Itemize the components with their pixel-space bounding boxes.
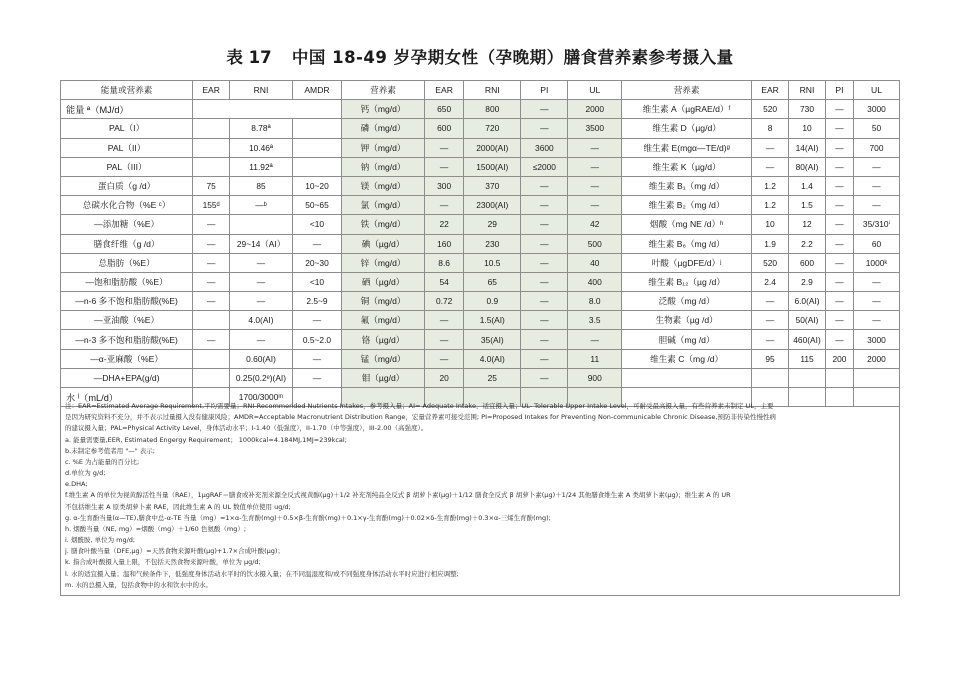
note-definitions-3: 的建议摄入量；PAL=Physical Activity Level，身体活动水平；I-1.40（低强度），II-1.70（中等强度），III-2.00（高强度）。	[65, 424, 428, 433]
g2-ul: —	[568, 138, 622, 157]
g3-ul	[853, 368, 899, 387]
g1-rni: —ᵇ	[230, 196, 293, 215]
g3-ul: 700	[853, 138, 899, 157]
g3-label	[622, 368, 752, 387]
g1-label: 能量 ª（MJ/d）	[61, 100, 193, 119]
header-g1-ear: EAR	[193, 81, 230, 100]
g3-ear: 1.2	[752, 176, 789, 195]
g2-ear: 0.72	[425, 292, 464, 311]
g3-pi: —	[825, 234, 853, 253]
g2-label: 钾（mg/d）	[342, 138, 425, 157]
g1-amdr: <10	[292, 215, 341, 234]
g3-ear: 520	[752, 253, 789, 272]
g1-rni: —	[230, 272, 293, 291]
g3-label: 生物素（µg /d）	[622, 311, 752, 330]
g3-ear: —	[752, 311, 789, 330]
g2-label: 锌（mg/d）	[342, 253, 425, 272]
g2-rni: 370	[464, 176, 521, 195]
g2-rni: 65	[464, 272, 521, 291]
g2-ear: —	[425, 138, 464, 157]
g3-pi: 200	[825, 349, 853, 368]
g1-rni: 11.92ª	[230, 157, 293, 176]
table-body	[61, 100, 900, 407]
g1-label: —亚油酸（%E）	[61, 311, 193, 330]
g2-rni: 800	[464, 100, 521, 119]
g3-label: 维生素 E(mgα—TE/d)ᵍ	[622, 138, 752, 157]
g1-ear: —	[193, 292, 230, 311]
note-d: d.单位为 g/d;	[65, 469, 106, 478]
g3-ear: —	[752, 138, 789, 157]
g3-ul: —	[853, 272, 899, 291]
g1-ear	[193, 119, 230, 138]
g1-label: —n-6 多不饱和脂肪酸(%E)	[61, 292, 193, 311]
g3-ear: 2.4	[752, 272, 789, 291]
g3-rni: 12	[789, 215, 826, 234]
g2-rni: 25	[464, 368, 521, 387]
g2-pi: —	[521, 176, 568, 195]
g2-ul: —	[568, 330, 622, 349]
g2-ul: 900	[568, 368, 622, 387]
g3-ear: 1.9	[752, 234, 789, 253]
g2-pi: —	[521, 349, 568, 368]
g3-pi: —	[825, 157, 853, 176]
g2-rni: 2000(AI)	[464, 138, 521, 157]
g1-rni: 0.60(AI)	[230, 349, 293, 368]
table-row	[61, 119, 900, 138]
g2-ear: 54	[425, 272, 464, 291]
g2-ear: —	[425, 349, 464, 368]
g2-label: 氟（mg/d）	[342, 311, 425, 330]
note-k: k. 指合成叶酸摄入量上限，不包括天然食物来源叶酸，单位为 µg/d;	[65, 558, 261, 567]
g3-pi	[825, 368, 853, 387]
g3-ul: —	[853, 157, 899, 176]
g2-ul: 3.5	[568, 311, 622, 330]
g2-label: 碘（µg/d）	[342, 234, 425, 253]
g2-label: 铁（mg/d）	[342, 215, 425, 234]
g3-label: 维生素 K（µg/d）	[622, 157, 752, 176]
g3-rni: 10	[789, 119, 826, 138]
g2-label: 氯（mg/d）	[342, 196, 425, 215]
g3-ul: 60	[853, 234, 899, 253]
g2-rni: 1500(AI)	[464, 157, 521, 176]
g1-amdr	[292, 157, 341, 176]
g2-pi: —	[521, 119, 568, 138]
g3-pi: —	[825, 272, 853, 291]
g3-rni: 115	[789, 349, 826, 368]
table-row	[61, 234, 900, 253]
g3-ul: —	[853, 196, 899, 215]
g1-ear: 155ᵈ	[193, 196, 230, 215]
g2-label: 钼（µg/d）	[342, 368, 425, 387]
note-c: c. %E 为占能量的百分比;	[65, 457, 140, 466]
g3-label: 叶酸（µgDFE/d）ʲ	[622, 253, 752, 272]
header-g2-nutrient: 营养素	[342, 81, 425, 100]
g1-ear: —	[193, 330, 230, 349]
g3-ear: —	[752, 157, 789, 176]
g3-label: 泛酸（mg /d）	[622, 292, 752, 311]
g1-amdr: 50~65	[292, 196, 341, 215]
title-text: 中国 18-49 岁孕期女性（孕晚期）膳食营养素参考摄入量	[291, 48, 734, 67]
g3-ear: 95	[752, 349, 789, 368]
g2-rni: 4.0(AI)	[464, 349, 521, 368]
g2-ear: —	[425, 311, 464, 330]
g3-rni: 600	[789, 253, 826, 272]
g2-pi: 3600	[521, 138, 568, 157]
g3-pi: —	[825, 119, 853, 138]
g3-label: 胆碱（mg /d）	[622, 330, 752, 349]
table-row	[61, 176, 900, 195]
note-e: e.DHA;	[65, 480, 88, 489]
table-row	[61, 215, 900, 234]
g1-label: —添加糖（%E）	[61, 215, 193, 234]
g3-pi: —	[825, 253, 853, 272]
g3-rni: 2.2	[789, 234, 826, 253]
g3-label: 维生素 B₁（mg /d）	[622, 176, 752, 195]
header-g2-ul: UL	[568, 81, 622, 100]
g1-label: PAL（II）	[61, 138, 193, 157]
g2-label: 铜（mg/d）	[342, 292, 425, 311]
g3-pi: —	[825, 311, 853, 330]
g1-label: —DHA+EPA(g/d)	[61, 368, 193, 387]
header-g3-pi: PI	[825, 81, 853, 100]
g2-pi: —	[521, 253, 568, 272]
g3-rni: 2.9	[789, 272, 826, 291]
g2-rni: 720	[464, 119, 521, 138]
note-g: g. α-生育酚当量(α—TE),膳食中总-α-TE 当量（mg）=1×α-生育酚(mg)＋0.5×β-生育酚(mg)＋0.1×γ-生育酚(mg)＋0.02×δ-生育酚(mg)＋0.3×α-三烯生育酚(mg);	[65, 513, 551, 522]
g3-ear: —	[752, 330, 789, 349]
g1-rni: —	[230, 292, 293, 311]
g1-label: 膳食纤维（g /d）	[61, 234, 193, 253]
g1-label: 总脂肪（%E）	[61, 253, 193, 272]
g1-amdr: 20~30	[292, 253, 341, 272]
g1-amdr: —	[292, 234, 341, 253]
page-title	[0, 44, 960, 68]
g2-ear: 600	[425, 119, 464, 138]
g2-rni: 2300(AI)	[464, 196, 521, 215]
g1-ear: —	[193, 215, 230, 234]
header-g1-nutrient: 能量或营养素	[61, 81, 193, 100]
g3-pi: —	[825, 215, 853, 234]
g3-rni: 730	[789, 100, 826, 119]
g2-ul: 3500	[568, 119, 622, 138]
g1-label: —n-3 多不饱和脂肪酸(%E)	[61, 330, 193, 349]
g3-ul: —	[853, 311, 899, 330]
g2-rni: 29	[464, 215, 521, 234]
g1-rni: —	[230, 330, 293, 349]
g1-rni: 4.0(AI)	[230, 311, 293, 330]
table-row	[61, 253, 900, 272]
g2-ul: 2000	[568, 100, 622, 119]
g2-label: 铬（µg/d）	[342, 330, 425, 349]
g2-pi: ≤2000	[521, 157, 568, 176]
g3-label: 维生素 B₁₂（µg /d）	[622, 272, 752, 291]
table-row	[61, 138, 900, 157]
g3-ul: 50	[853, 119, 899, 138]
note-f: f.维生素 A 的单位为视黄醇活性当量（RAE），1µgRAF＝膳食或补充剂来源全反式视黄醇(µg)＋1/2 补充剂纯品全反式 β 胡萝卜素(µg)＋1/12 膳食全反式 β 胡萝卜素(µg)＋1/24 其他膳食维生素 A 类胡萝卜素(µg)；维生素 A 的 UR	[65, 491, 731, 500]
g1-rni: 85	[230, 176, 293, 195]
note-i: i. 烟酰胺, 单位为 mg/d;	[65, 536, 136, 545]
g3-label: 烟酸（mg NE /d）ʰ	[622, 215, 752, 234]
g2-rni: 10.5	[464, 253, 521, 272]
g1-ear	[193, 368, 230, 387]
g1-rni: 1700/3000ᵐ	[230, 388, 293, 407]
table-row	[61, 100, 900, 119]
g2-label: 锰（mg/d）	[342, 349, 425, 368]
g3-label: 维生素 C（mg /d）	[622, 349, 752, 368]
g1-ear: —	[193, 253, 230, 272]
table-notes	[60, 398, 900, 596]
table-row	[61, 330, 900, 349]
g2-rni: 230	[464, 234, 521, 253]
g3-pi: —	[825, 176, 853, 195]
g3-rni	[789, 368, 826, 387]
table-row	[61, 311, 900, 330]
header-g2-rni: RNI	[464, 81, 521, 100]
g2-ear: 300	[425, 176, 464, 195]
g1-rni: 0.25(0.2ᵉ)(AI)	[230, 368, 293, 387]
g1-rni: —	[230, 253, 293, 272]
g1-ear: 75	[193, 176, 230, 195]
g1-label: —α-亚麻酸（%E）	[61, 349, 193, 368]
g1-ear: —	[193, 234, 230, 253]
g1-amdr: 0.5~2.0	[292, 330, 341, 349]
nutrient-table	[60, 80, 900, 407]
g2-ear: 20	[425, 368, 464, 387]
g3-ul: 3000	[853, 100, 899, 119]
g1-label: PAL（III）	[61, 157, 193, 176]
g2-pi: —	[521, 215, 568, 234]
note-h: h. 烟酸当量（NE, mg）=烟酸（mg）＋1/60 色氨酸（mg）;	[65, 524, 247, 533]
header-g3-nutrient: 营养素	[622, 81, 752, 100]
g1-ear	[193, 157, 230, 176]
g3-ear: 1.2	[752, 196, 789, 215]
g3-pi: —	[825, 330, 853, 349]
g2-label: 硒（µg/d）	[342, 272, 425, 291]
g2-label: 磷（mg/d）	[342, 119, 425, 138]
g1-amdr: —	[292, 349, 341, 368]
g2-ul: 11	[568, 349, 622, 368]
g3-rni: 460(AI)	[789, 330, 826, 349]
g1-rni: 10.46ª	[230, 138, 293, 157]
g3-pi: —	[825, 138, 853, 157]
g2-ul: —	[568, 157, 622, 176]
g2-pi: —	[521, 234, 568, 253]
g3-ear: 8	[752, 119, 789, 138]
g1-amdr: 2.5~9	[292, 292, 341, 311]
g2-ul: 42	[568, 215, 622, 234]
g1-label: —饱和脂肪酸（%E）	[61, 272, 193, 291]
g3-rni: 50(AI)	[789, 311, 826, 330]
g1-amdr: —	[292, 368, 341, 387]
g2-ear: —	[425, 330, 464, 349]
g1-rni: 29~14（AI）	[230, 234, 293, 253]
g1-ear	[193, 349, 230, 368]
note-l: l. 水的适宜摄入量；温和气候条件下，低强度身体活动水平时的饮水摄入量；在不同温湿度和/或不同强度身体活动水平时应进行相应调整;	[65, 569, 459, 578]
g3-ear: 10	[752, 215, 789, 234]
g1-span-cell	[193, 100, 342, 119]
g1-amdr: 10~20	[292, 176, 341, 195]
g1-amdr	[292, 119, 341, 138]
g2-ul: 400	[568, 272, 622, 291]
g1-amdr: —	[292, 311, 341, 330]
g2-pi: —	[521, 311, 568, 330]
g3-ul: —	[853, 176, 899, 195]
g2-pi: —	[521, 100, 568, 119]
g2-ul: —	[568, 196, 622, 215]
g1-label: 总碳水化合物（%E ᶜ）	[61, 196, 193, 215]
g2-rni: 0.9	[464, 292, 521, 311]
header-g2-pi: PI	[521, 81, 568, 100]
g3-ul: 3000	[853, 330, 899, 349]
g3-ear: 520	[752, 100, 789, 119]
g2-ul: 8.0	[568, 292, 622, 311]
g1-ear	[193, 311, 230, 330]
note-m: m. 水的总摄入量，包括食物中的水和饮水中的水。	[65, 580, 212, 589]
g2-ear: 160	[425, 234, 464, 253]
nutrient-table-grid	[60, 80, 900, 407]
note-b: b.未制定参考值者用 "—" 表示;	[65, 446, 155, 455]
g2-pi: —	[521, 272, 568, 291]
g3-rni: 6.0(AI)	[789, 292, 826, 311]
g1-rni	[230, 215, 293, 234]
g3-ear: —	[752, 292, 789, 311]
g1-ear	[193, 138, 230, 157]
table-row	[61, 292, 900, 311]
header-g3-ear: EAR	[752, 81, 789, 100]
note-a: a. 能量需要量,EER, Estimated Engergy Requirement； 1000kcal=4.184MJ,1MJ=239kcal;	[65, 435, 347, 444]
header-g3-ul: UL	[853, 81, 899, 100]
g3-label: 维生素 B₂（mg /d）	[622, 196, 752, 215]
g3-rni: 80(AI)	[789, 157, 826, 176]
g2-pi: —	[521, 330, 568, 349]
note-definitions-1: 注：EAR=Estimated Average Requirement,平均需要量；RNI-Recommended Nutrients Intakes，参考摄入量；AI= Adequate Intake，适宜摄入量；UL- Tolerable Upper Intake Level，可耐受最高摄入量，有些营养素未制定 UL，主要	[65, 402, 774, 410]
header-g1-amdr: AMDR	[292, 81, 341, 100]
table-row	[61, 157, 900, 176]
g2-rni: 35(AI)	[464, 330, 521, 349]
g2-ear: 22	[425, 215, 464, 234]
g2-rni: 1.5(AI)	[464, 311, 521, 330]
note-f-continued: 不包括维生素 A 原类胡萝卜素 RAE，因此维生素 A 的 UL 数值单位使用 ug/d;	[65, 502, 291, 511]
g3-pi: —	[825, 100, 853, 119]
table-header-row	[61, 81, 900, 100]
g3-rni: 14(AI)	[789, 138, 826, 157]
g3-ul: 1000ᵏ	[853, 253, 899, 272]
g1-label: 水 ˡ（mL/d）	[61, 388, 193, 407]
table-row	[61, 272, 900, 291]
g1-amdr	[292, 138, 341, 157]
g3-ear	[752, 368, 789, 387]
table-number: 表 17	[226, 48, 272, 67]
g3-pi: —	[825, 292, 853, 311]
g2-pi: —	[521, 368, 568, 387]
g2-label: 钠（mg/d）	[342, 157, 425, 176]
table-row	[61, 368, 900, 387]
g1-amdr: <10	[292, 272, 341, 291]
note-j: j. 膳食叶酸当量（DFE,µg）=天然食物来源叶酸(µg)+1.7×合成叶酸(µg)；	[65, 547, 284, 556]
g1-label: PAL（I）	[61, 119, 193, 138]
g3-ul: —	[853, 292, 899, 311]
g2-ul: —	[568, 176, 622, 195]
header-g3-rni: RNI	[789, 81, 826, 100]
g2-ul: 40	[568, 253, 622, 272]
note-definitions-2: 是因为研究资料不充分，并不表示过量摄入没有健康风险；AMDR=Acceptable Macronutrient Distribution Range，宏量营养素可接受范围; PI=Proposed Intakes for Preventing Non-communicable Chronic Disease,预防非传染性慢性病	[65, 413, 776, 422]
g3-ul: 2000	[853, 349, 899, 368]
header-g1-rni: RNI	[230, 81, 293, 100]
table-row	[61, 349, 900, 368]
g3-label: 维生素 A（µgRAE/d）ᶠ	[622, 100, 752, 119]
g2-ul: 500	[568, 234, 622, 253]
g1-ear: —	[193, 272, 230, 291]
g1-label: 蛋白质（g /d）	[61, 176, 193, 195]
table-row	[61, 196, 900, 215]
g2-pi: —	[521, 196, 568, 215]
g2-label: 钙（mg/d）	[342, 100, 425, 119]
g3-ul: 35/310ⁱ	[853, 215, 899, 234]
g3-pi: —	[825, 196, 853, 215]
header-g2-ear: EAR	[425, 81, 464, 100]
g3-rni: 1.5	[789, 196, 826, 215]
g3-label: 维生素 D（µg/d）	[622, 119, 752, 138]
g3-rni: 1.4	[789, 176, 826, 195]
g2-pi: —	[521, 292, 568, 311]
g2-ear: —	[425, 196, 464, 215]
g3-label: 维生素 B₆（mg /d）	[622, 234, 752, 253]
g2-ear: 8.6	[425, 253, 464, 272]
g2-ear: 650	[425, 100, 464, 119]
g2-label: 镁（mg/d）	[342, 176, 425, 195]
g1-rni: 8.78ª	[230, 119, 293, 138]
g2-ear: —	[425, 157, 464, 176]
